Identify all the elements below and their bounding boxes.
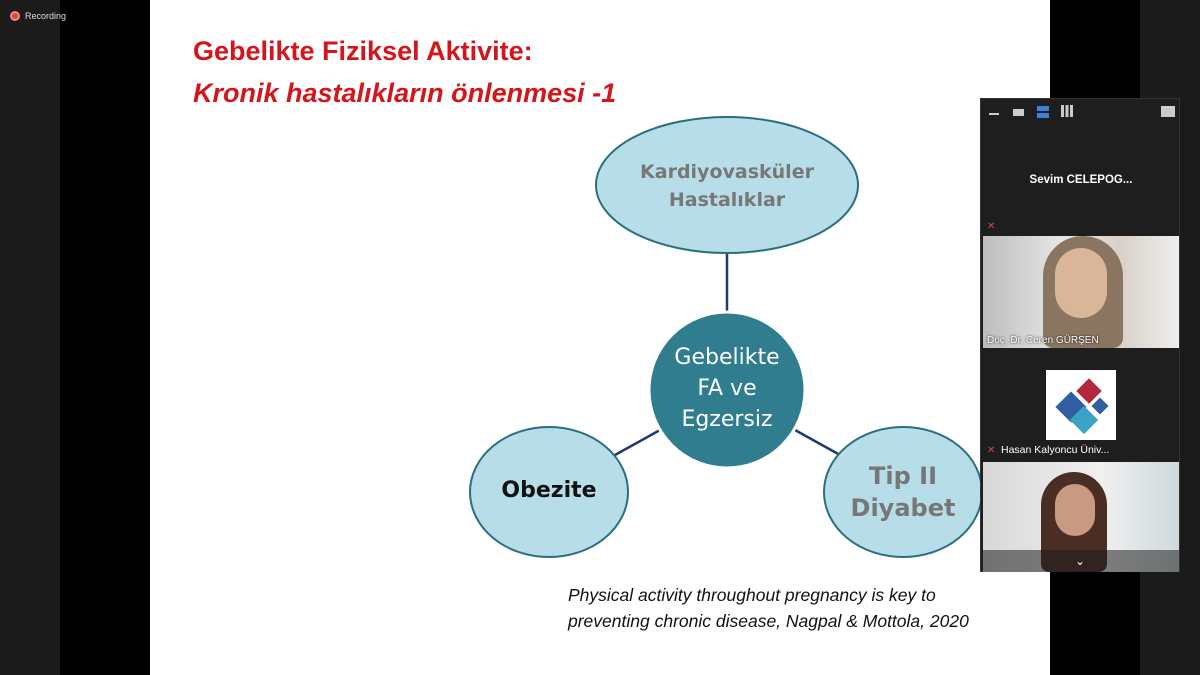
node-center-label: Gebelikte FA ve Egzersiz xyxy=(674,345,780,432)
slide-title: Gebelikte Fiziksel Aktivite: xyxy=(193,36,533,66)
single-view-icon[interactable] xyxy=(1013,109,1024,116)
recording-indicator: Recording xyxy=(10,11,66,21)
university-logo xyxy=(1046,370,1116,440)
chevron-down-icon[interactable]: ⌄ xyxy=(1075,554,1086,568)
muted-mic-icon: ✕ xyxy=(987,221,996,232)
muted-mic-icon: ✕ xyxy=(987,445,996,456)
slide-subtitle: Kronik hastalıkların önlenmesi -1 xyxy=(193,78,617,108)
node-right-label: Tip II Diyabet xyxy=(850,462,956,522)
participant-video[interactable] xyxy=(983,236,1179,348)
minimize-icon[interactable] xyxy=(989,107,999,115)
gallery-view-icon[interactable] xyxy=(1061,105,1073,117)
active-speaker-name: Sevim CELEPOG... xyxy=(1029,174,1133,186)
participant-name: Hasan Kalyoncu Üniv... xyxy=(1001,444,1110,456)
video-panel xyxy=(980,98,1180,572)
participant-name: Doç. Dr. Ceren GÜRŞEN xyxy=(987,335,1099,346)
strip-view-icon[interactable] xyxy=(1037,106,1049,118)
diagram xyxy=(150,0,1050,675)
left-margin xyxy=(0,0,60,675)
shared-slide xyxy=(150,0,1050,675)
participant-video[interactable] xyxy=(983,462,1179,572)
node-left-label: Obezite xyxy=(501,478,597,503)
citation: Physical activity throughout pregnancy is key to preventing chronic disease, Nagpal & Mottola, 2020 xyxy=(568,585,969,631)
node-top-label: Kardiyovasküler Hastalıklar xyxy=(640,161,814,211)
record-icon xyxy=(10,11,20,21)
exit-panel-icon[interactable] xyxy=(1161,106,1175,117)
